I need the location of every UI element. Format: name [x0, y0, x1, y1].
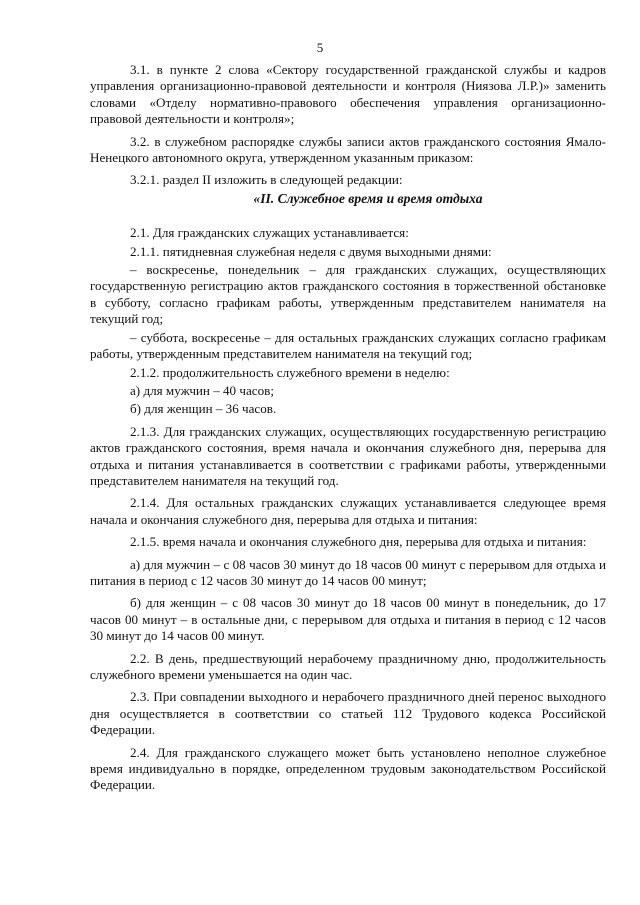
paragraph-2-4: 2.4. Для гражданского служащего может быть установлено неполное служебное время индивидуально в порядке, определенном трудовым законодательством Российской Федерации. [90, 744, 606, 793]
page-number: 5 [316, 40, 324, 55]
paragraph-2-1-1: 2.1.1. пятидневная служебная неделя с двумя выходными днями: [130, 243, 492, 259]
list-item-women-schedule: б) для женщин – с 08 часов 30 минут до 18 часов 00 минут в понедельник, до 17 часов 00 минут – в остальные дни, с перерывом для отдыха и питания в период с 12 часов 30 минут до 14 часов 00 минут. [90, 595, 606, 644]
list-item-men-hours: а) для мужчин – 40 часов; [130, 382, 274, 398]
document-body [90, 62, 606, 796]
paragraph-3-1: 3.1. в пункте 2 слова «Сектору государственной гражданской службы и кадров управления организационно-правовой деятельности и контроля (Ниязова Л.Р.)» заменить словами «Отделу нормативно-правового обеспечения управления организационно-правовой деятельности и контроля»; [90, 62, 606, 127]
paragraph-2-1-5: 2.1.5. время начала и окончания служебного дня, перерыва для отдыха и питания: [130, 534, 587, 550]
paragraph-2-3: 2.3. При совпадении выходного и нерабочего праздничного дней перенос выходного дня осуществляется в соответствии со статьей 112 Трудового кодекса Российской Федерации. [90, 689, 606, 738]
paragraph-3-2: 3.2. в служебном распорядке службы записи актов гражданского состояния Ямало-Ненецкого автономного округа, утвержденном указанным приказом: [90, 133, 606, 166]
paragraph-2-1: 2.1. Для гражданских служащих устанавливается: [130, 225, 409, 241]
paragraph-2-1-3: 2.1.3. Для гражданских служащих, осуществляющих государственную регистрацию актов гражданского состояния, время начала и окончания служебного дня, перерыва для отдыха и питания устанавливается в соответствии с графиками работы, утвержденными представителем нанимателя на текущий год. [90, 423, 606, 488]
paragraph-2-1-2: 2.1.2. продолжительность служебного времени в неделю: [130, 364, 450, 380]
paragraph-3-2-1: 3.2.1. раздел II изложить в следующей редакции: [130, 172, 403, 188]
list-item-sunday-monday: – воскресенье, понедельник – для гражданских служащих, осуществляющих государственную регистрацию актов гражданского состояния в торжественной обстановке в субботу, согласно графикам работы, утвержденным представителем нанимателя на текущий год; [90, 262, 606, 327]
paragraph-2-2: 2.2. В день, предшествующий нерабочему праздничному дню, продолжительность служебного времени уменьшается на один час. [90, 650, 606, 682]
section-heading: «II. Служебное время и время отдыха [253, 190, 483, 206]
paragraph-2-1-4: 2.1.4. Для остальных гражданских служащих устанавливается следующее время начала и окончания служебного дня, перерыва для отдыха и питания: [90, 495, 606, 527]
list-item-men-schedule: а) для мужчин – с 08 часов 30 минут до 18 часов 00 минут с перерывом для отдыха и питания в период с 12 часов 30 минут до 14 часов 00 минут; [90, 556, 606, 588]
list-item-women-hours: б) для женщин – 36 часов. [130, 401, 277, 417]
list-item-saturday-sunday: – суббота, воскресенье – для остальных гражданских служащих согласно графикам работы, утвержденным представителем нанимателя на текущий год; [90, 329, 606, 362]
